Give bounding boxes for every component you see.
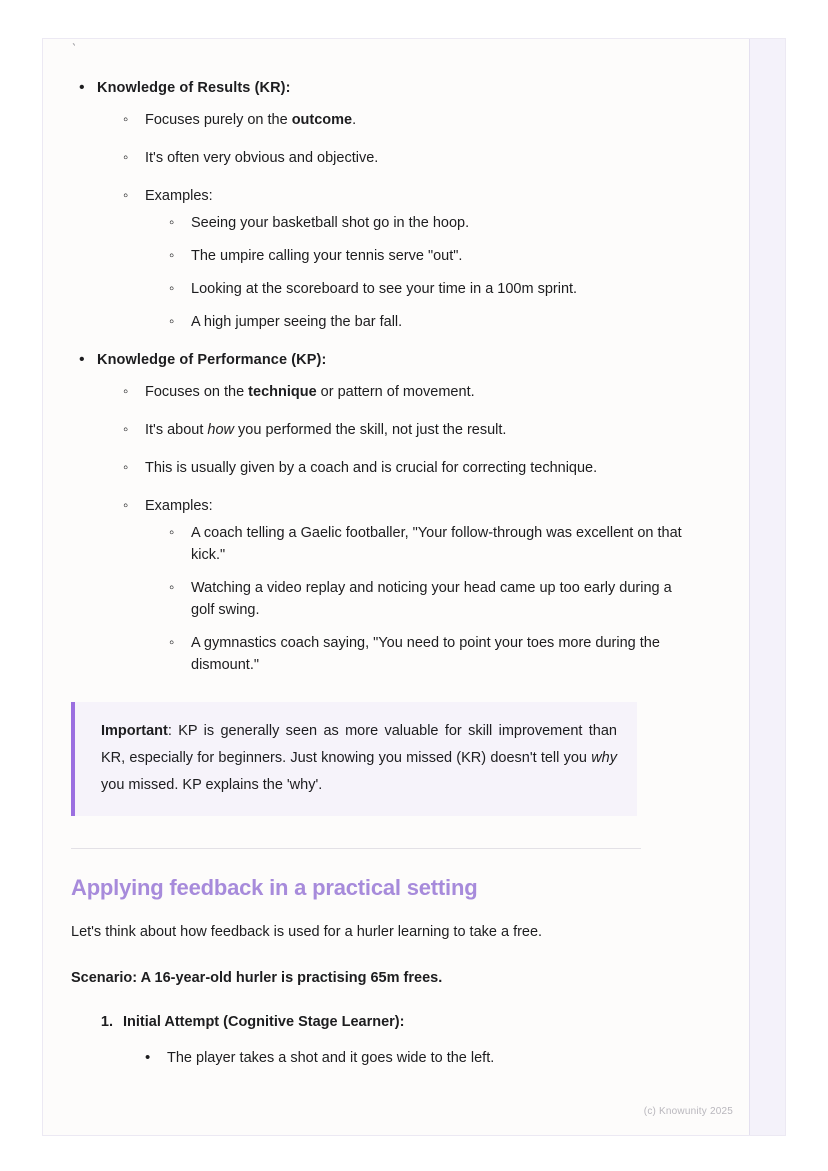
list-item-step-1 [117, 1011, 709, 1069]
step-1-bullets [123, 1047, 709, 1069]
callout-text [101, 718, 617, 799]
list-item-kr [71, 77, 709, 333]
step-1-label: Initial Attempt (Cognitive Stage Learner): [123, 1014, 405, 1030]
list-item: ◦ Looking at the scoreboard to see your time in a 100m sprint. [169, 278, 709, 300]
list-item: ◦ A gymnastics coach saying, "You need to point your toes more during the dismount." [169, 632, 691, 676]
callout-part1: : KP is generally seen as more valuable for skill improvement than KR, especially for beginners. Just knowing you missed (KR) doesn't tell you [101, 723, 617, 766]
list-item: ◦ Watching a video replay and noticing your head came up too early during a golf swing. [169, 577, 691, 621]
callout-part2: you missed. KP explains the 'why'. [101, 777, 323, 793]
kp-examples-label: Examples: [145, 498, 213, 514]
callout-label: Important [101, 723, 168, 739]
kp-point-2-italic: how [207, 422, 235, 438]
kp-examples-list [145, 522, 709, 676]
list-item [123, 419, 709, 441]
kp-heading: • Knowledge of Performance (KP): [97, 352, 327, 368]
list-item [123, 381, 709, 403]
list-item-kp [71, 349, 709, 676]
kp-examples-item [123, 495, 709, 676]
kr-point-1-suffix: . [352, 112, 357, 128]
kp-points [97, 381, 709, 676]
document-page [42, 38, 786, 1136]
kr-point-1-bold: outcome [291, 112, 353, 128]
list-item: ◦ A coach telling a Gaelic footballer, "Your follow-through was excellent on that kick." [169, 522, 691, 566]
section-intro: Let's think about how feedback is used for a hurler learning to take a free. [71, 924, 543, 940]
tick-mark: ` [69, 40, 77, 57]
kp-point-1-prefix: Focuses on the [145, 384, 249, 400]
list-item: ◦ Seeing your basketball shot go in the hoop. [169, 212, 709, 234]
section-title: Applying feedback in a practical setting [71, 875, 478, 900]
kp-point-2-suffix: you performed the skill, not just the result. [234, 422, 507, 438]
steps-list [71, 1011, 709, 1069]
callout-italic: why [591, 750, 617, 766]
list-item: • The player takes a shot and it goes wide to the left. [145, 1047, 709, 1069]
kr-examples-item [123, 185, 709, 333]
list-item: ◦ This is usually given by a coach and is crucial for correcting technique. [123, 457, 709, 479]
list-item [123, 109, 709, 131]
document-content [43, 39, 751, 1135]
list-item: ◦ The umpire calling your tennis serve "out". [169, 245, 709, 267]
kr-examples-label: Examples: [145, 188, 213, 204]
copyright-footer: (c) Knowunity 2025 [643, 1106, 733, 1117]
kr-point-1-prefix: Focuses purely on the [145, 112, 292, 128]
kp-point-2-prefix: It's about [145, 422, 208, 438]
important-callout [71, 702, 637, 816]
kr-examples-list [145, 212, 709, 333]
feedback-types-list [71, 77, 709, 676]
scrollbar-track[interactable] [749, 39, 785, 1135]
list-item: ◦ It's often very obvious and objective. [123, 147, 709, 169]
kp-point-1-suffix: or pattern of movement. [316, 384, 475, 400]
scenario-text: Scenario: A 16-year-old hurler is practising 65m frees. [71, 970, 443, 986]
kr-points [97, 109, 709, 333]
kp-point-1-bold: technique [248, 384, 317, 400]
section-divider [71, 848, 641, 849]
kr-heading: • Knowledge of Results (KR): [97, 80, 291, 96]
list-item: ◦ A high jumper seeing the bar fall. [169, 311, 709, 333]
